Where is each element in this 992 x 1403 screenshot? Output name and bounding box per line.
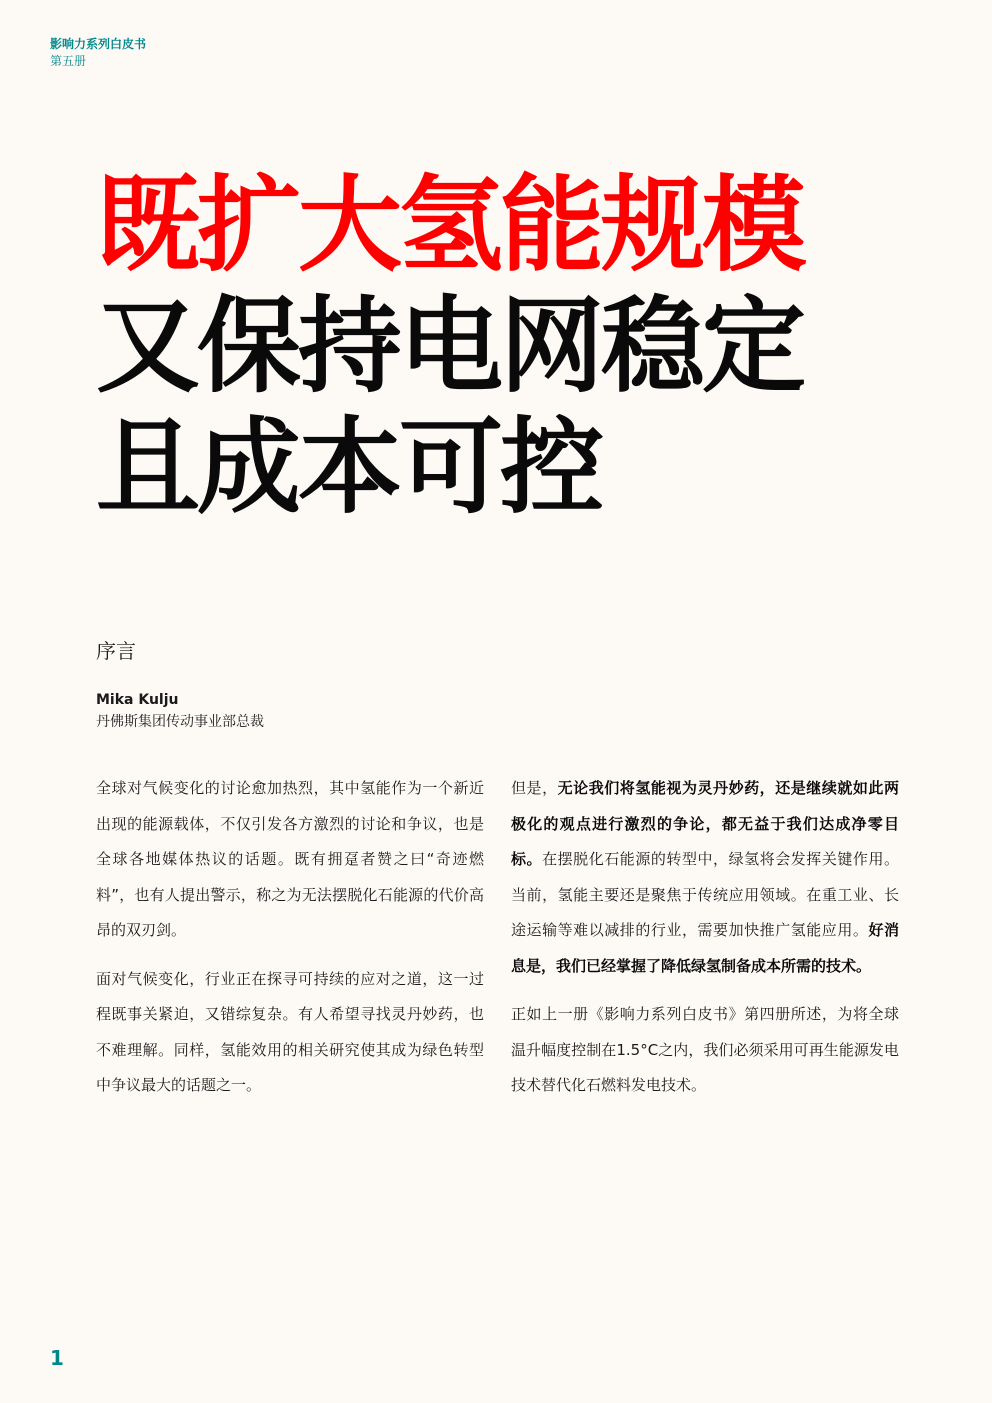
page-title [96,165,803,528]
body-paragraph: 正如上一册《影响力系列白皮书》第四册所述，为将全球温升幅度控制在1.5°C之内，我们必须采用可再生能源发电技术替代化石燃料发电技术。 [511,1005,899,1094]
page-number: 1 [50,1346,64,1370]
series-header [50,36,146,70]
series-title: 影响力系列白皮书 [50,37,147,51]
author-block [96,689,264,733]
headline-line-2: 又保持电网稳定 [96,285,804,407]
series-volume: 第五册 [50,54,87,68]
body-paragraph [511,771,899,984]
headline-line-3: 且成本可控 [96,406,602,528]
body-column-left [96,771,484,1117]
body-column-right [511,771,899,1117]
author-name: Mika Kulju [96,692,179,708]
bold-text: 无论我们将氢能视为灵丹妙药，还是继续就如此两极化的观点进行激烈的争论，都无益于我们达成净零目标。 [511,779,899,868]
bold-text: 好消息是，我们已经掌握了降低绿氢制备成本所需的技术。 [511,921,899,975]
author-role: 丹佛斯集团传动事业部总裁 [96,714,264,730]
body-text: 在摆脱化石能源的转型中，绿氢将会发挥关键作用。当前，氢能主要还是聚焦于传统应用领域。在重工业、长途运输等难以减排的行业，需要加快推广氢能应用。 [511,850,899,939]
headline-line-1: 既扩大氢能规模 [96,164,804,286]
preface-label: 序言 [96,639,136,663]
body-text: 但是， [511,779,558,797]
body-paragraph: 面对气候变化，行业正在探寻可持续的应对之道，这一过程既事关紧迫，又错综复杂。有人希望寻找灵丹妙药，也不难理解。同样，氢能效用的相关研究使其成为绿色转型中争议最大的话题之一。 [96,969,484,1094]
body-paragraph: 全球对气候变化的讨论愈加热烈，其中氢能作为一个新近出现的能源载体，不仅引发各方激烈的讨论和争议，也是全球各地媒体热议的话题。既有拥趸者赞之曰“奇迹燃料”，也有人提出警示，称之为无法摆脱化石能源的代价高昂的双刃剑。 [96,779,484,939]
